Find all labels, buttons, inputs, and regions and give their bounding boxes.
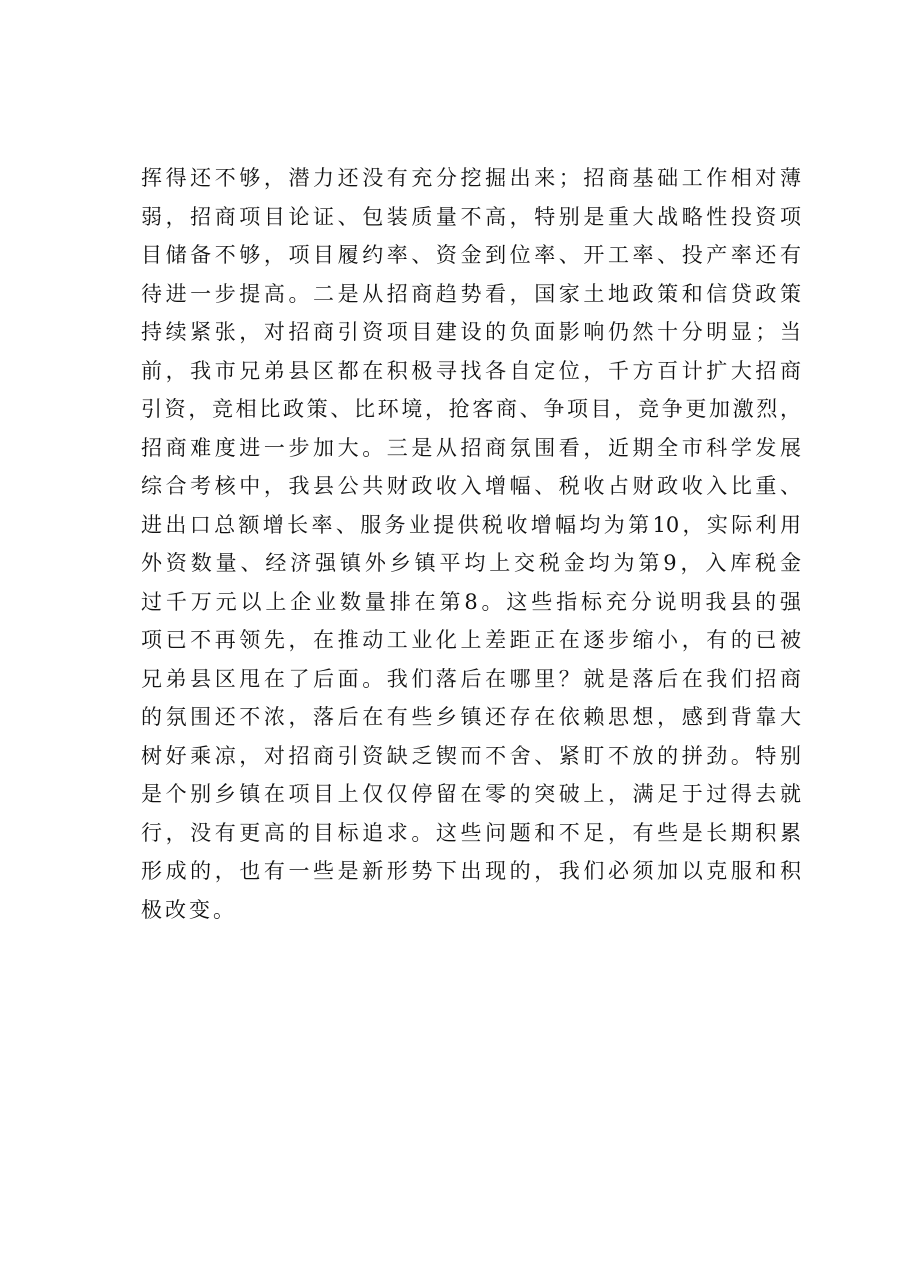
text-line-11: 外资数量、经济强镇外乡镇平均上交税金均为第9，入库税金 [141, 551, 801, 575]
text-line-3: 目储备不够，项目履约率、资金到位率、开工率、投产率还有 [141, 243, 801, 267]
text-line-2: 弱，招商项目论证、包装质量不高，特别是重大战略性投资项 [141, 204, 801, 229]
text-line-15: 的氛围还不浓，落后在有些乡镇还存在依赖思想，感到背靠大 [141, 705, 801, 729]
text-line-12: 过千万元以上企业数量排在第8。这些指标充分说明我县的强 [141, 589, 801, 614]
text-line-6: 前，我市兄弟县区都在积极寻找各自定位，千方百计扩大招商 [141, 358, 801, 383]
text-line-4: 待进一步提高。二是从招商趋势看，国家土地政策和信贷政策 [141, 281, 801, 306]
text-line-19: 形成的，也有一些是新形势下出现的，我们必须加以克服和积 [141, 859, 801, 883]
text-line-8: 招商难度进一步加大。三是从招商氛围看，近期全市科学发展 [141, 435, 801, 460]
text-line-18: 行，没有更高的目标追求。这些问题和不足，有些是长期积累 [141, 820, 801, 845]
text-line-10: 进出口总额增长率、服务业提供税收增幅均为第10，实际利用 [141, 512, 801, 537]
text-line-13: 项已不再领先，在推动工业化上差距正在逐步缩小，有的已被 [141, 628, 801, 652]
text-line-14: 兄弟县区甩在了后面。我们落后在哪里？就是落后在我们招商 [141, 666, 801, 691]
text-line-9: 综合考核中，我县公共财政收入增幅、税收占财政收入比重、 [141, 474, 801, 498]
text-line-20: 极改变。 [141, 897, 237, 922]
text-line-1: 挥得还不够，潜力还没有充分挖掘出来；招商基础工作相对薄 [141, 166, 801, 190]
body-paragraph [141, 159, 801, 929]
text-line-7: 引资，竞相比政策、比环境，抢客商、争项目，竞争更加激烈， [141, 397, 801, 421]
text-line-17: 是个别乡镇在项目上仅仅停留在零的突破上，满足于过得去就 [141, 782, 801, 806]
text-line-16: 树好乘凉，对招商引资缺乏锲而不舍、紧盯不放的拼劲。特别 [141, 743, 801, 768]
text-line-5: 持续紧张，对招商引资项目建设的负面影响仍然十分明显；当 [141, 320, 801, 344]
